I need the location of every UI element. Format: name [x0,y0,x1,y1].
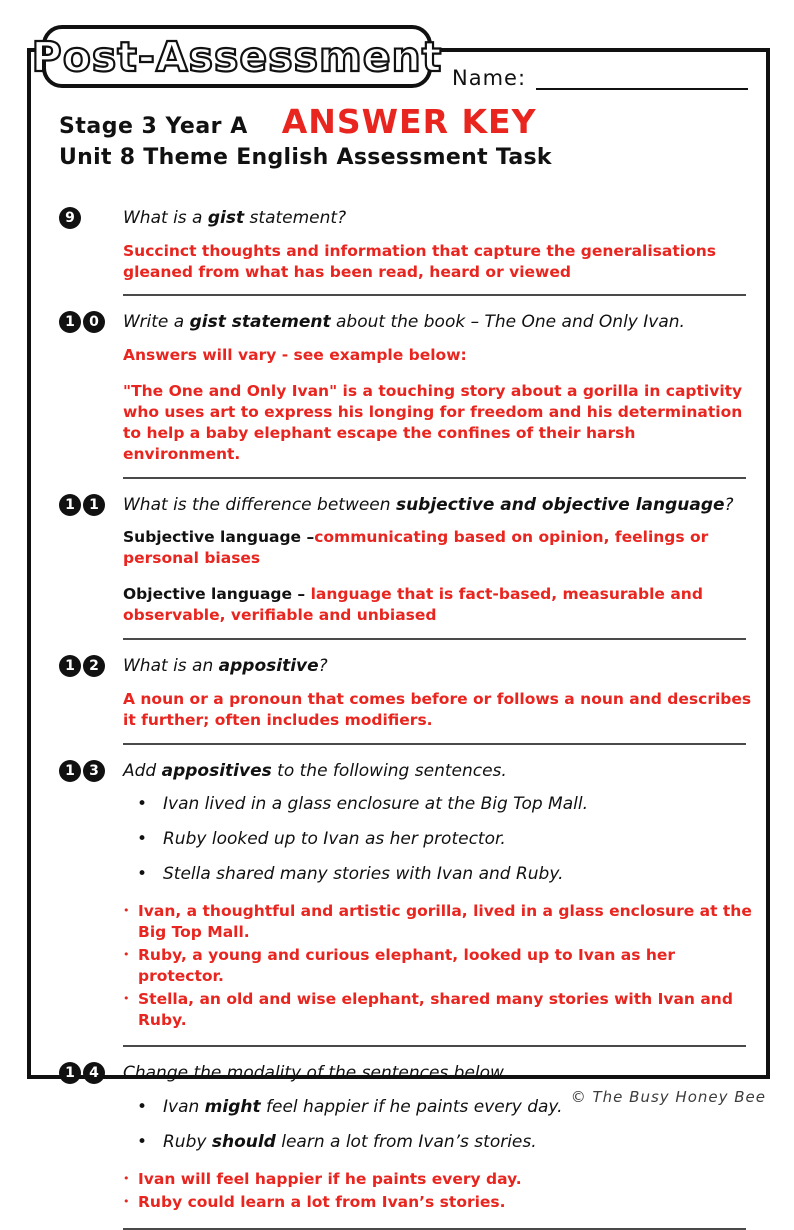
bullet-dot: • [137,829,148,850]
bullet-dot: • [123,904,130,918]
text-segment: to the following sentences. [271,760,507,781]
text-segment: appositives [161,760,272,781]
question-prompt [123,493,752,518]
post-assessment-banner [31,25,443,88]
question-number-badge [59,491,123,626]
text-segment: gist statement [189,312,331,333]
answer-paragraph [123,381,752,465]
number-circle: 1 [59,760,81,782]
bullet-text [138,901,752,942]
text-segment: should [211,1131,276,1152]
question-prompt [123,310,752,335]
questions-list [59,196,752,1230]
text-segment: What is an [123,656,219,677]
number-circle: 1 [59,494,81,516]
number-circle: 9 [59,207,81,229]
text-segment: feel happier if he paints every day. [260,1096,563,1117]
question-content [123,308,752,464]
number-circle: 2 [83,655,105,677]
bullet-text [138,989,752,1030]
stage-label: Stage 3 Year A [59,114,248,139]
text-segment: language that is fact-based, measurable and observable, verifiable and unbiased [123,585,703,625]
question-prompt [123,654,752,679]
text-segment: learn a lot from Ivan’s stories. [275,1131,537,1152]
text-segment: Ruby could learn a lot from Ivan’s stories. [138,1193,506,1212]
number-circle: 0 [83,311,105,333]
answer-bullet-item [123,945,752,986]
text-segment: about the book – The One and Only Ivan. [330,312,685,333]
text-segment: Succinct thoughts and information that capture the generalisations gleaned from what has been read, heard or viewed [123,241,716,281]
answer-key-label: ANSWER KEY [281,102,537,141]
bullet-dot: • [123,992,130,1006]
question-number-badge [59,757,123,1034]
answer-paragraph [123,241,752,283]
bullet-dot: • [137,1096,148,1117]
question-number-badge [59,652,123,730]
question-content [123,1059,752,1216]
answer-bullet-item [123,1192,752,1212]
question-prompt [123,206,752,231]
bullet-text [163,1131,537,1153]
number-circle: 1 [59,1062,81,1084]
header-row [59,102,752,141]
answer-paragraph [123,584,752,626]
prompt-bullet-item [137,828,752,850]
copyright-credit: © The Busy Honey Bee [570,1088,766,1106]
bullet-dot: • [123,948,130,962]
text-segment: Ivan will feel happier if he paints every day. [138,1170,522,1189]
text-segment: Answers will vary - see example below: [123,346,467,365]
text-segment: Objective language – [123,585,311,604]
question-separator [123,638,746,640]
question-separator [123,477,746,479]
text-segment: A noun or a pronoun that comes before or follows a noun and describes it further; often includes modifiers. [123,689,752,729]
text-segment: statement? [244,208,347,228]
text-segment: appositive [218,656,319,677]
answer-bullet-list [123,901,752,1030]
answer-bullet-list [123,1169,752,1213]
prompt-bullet-item [137,863,752,885]
question-content [123,491,752,626]
text-segment: gist [207,208,245,228]
question-separator [123,743,746,745]
answer-paragraph [123,527,752,569]
name-row [452,64,748,90]
text-segment: Ruby, a young and curious elephant, looked up to Ivan as her protector. [138,946,676,985]
question-separator [123,294,746,296]
prompt-bullet-item [137,1131,752,1153]
number-circle: 4 [83,1062,105,1084]
question-14 [59,1051,752,1216]
text-segment: Write a [123,312,190,333]
name-label: Name: [452,66,527,90]
bullet-text [163,828,506,850]
number-circle: 3 [83,760,105,782]
banner-title: Post-Assessment [31,32,443,81]
number-circle: 1 [59,655,81,677]
text-segment: ? [318,656,328,677]
text-segment: Ruby looked up to Ivan as her protector. [163,829,506,850]
text-segment: Ruby [163,1131,212,1152]
bullet-text [163,793,588,815]
text-segment: Add [123,760,162,781]
bullet-text [138,1169,522,1189]
question-number-badge [59,1059,123,1216]
question-11 [59,483,752,626]
text-segment: Stella shared many stories with Ivan and Ruby. [163,864,564,885]
bullet-text [138,945,752,986]
question-prompt [123,1061,752,1086]
question-10 [59,300,752,464]
question-9 [59,196,752,282]
text-segment: Subjective language – [123,528,315,547]
text-segment: communicating based on opinion, feelings or personal biases [123,528,709,568]
text-segment: "The One and Only Ivan" is a touching story about a gorilla in captivity who uses art to express his longing for freedom and his determination to help a baby elephant escape the confines of their harsh environment. [123,382,743,463]
bullet-text [163,863,564,885]
prompt-bullet-list [123,793,752,885]
bullet-dot: • [137,794,148,815]
text-segment: Stella, an old and wise elephant, shared many stories with Ivan and Ruby. [138,990,733,1029]
answer-paragraph [123,345,752,366]
name-blank-line [536,64,748,90]
question-number-badge [59,308,123,464]
text-segment: What is the difference between [123,494,396,515]
unit-title: Unit 8 Theme English Assessment Task [59,145,552,170]
answer-paragraph [123,689,752,731]
question-content [123,757,752,1034]
text-segment: Change the modality of the sentences below. [123,1063,509,1084]
question-13 [59,749,752,1034]
bullet-dot: • [137,864,148,885]
number-circle: 1 [59,311,81,333]
text-segment: might [204,1096,261,1117]
question-number-badge [59,204,123,282]
answer-bullet-item [123,989,752,1030]
bullet-dot: • [123,1172,130,1186]
bullet-dot: • [123,1195,130,1209]
text-segment: What is a [123,208,208,228]
answer-bullet-item [123,901,752,942]
number-circle: 1 [83,494,105,516]
text-segment: Ivan lived in a glass enclosure at the Big Top Mall. [163,794,588,815]
prompt-bullet-item [137,793,752,815]
question-content [123,652,752,730]
question-prompt [123,759,752,784]
text-segment: subjective and objective language [395,494,725,515]
question-12 [59,644,752,730]
text-segment: ? [724,494,734,515]
question-separator [123,1045,746,1047]
bullet-text [138,1192,506,1212]
question-content [123,204,752,282]
bullet-text [163,1096,563,1118]
text-segment: Ivan [163,1096,205,1117]
text-segment: Ivan, a thoughtful and artistic gorilla, lived in a glass enclosure at the Big Top Mall. [138,902,752,941]
answer-bullet-item [123,1169,752,1189]
bullet-dot: • [137,1131,148,1152]
